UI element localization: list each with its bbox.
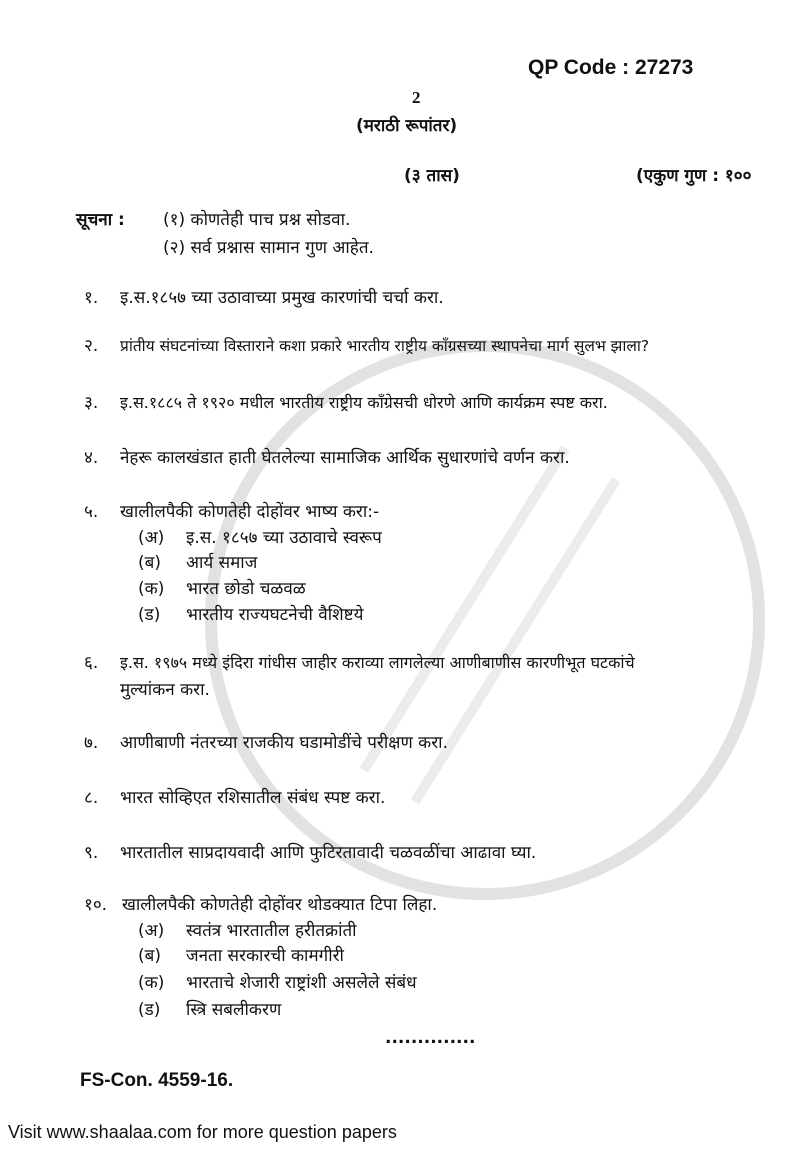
- question-number: ९.: [84, 843, 99, 863]
- question-number: २.: [84, 336, 99, 356]
- question-text-cont: मुल्यांकन करा.: [120, 680, 210, 700]
- sub-label: (ब): [138, 946, 161, 966]
- qp-code: QP Code : 27273: [528, 56, 694, 79]
- question-number: ४.: [84, 448, 99, 468]
- instruction-2: (२) सर्व प्रश्नास सामान गुण आहेत.: [163, 238, 374, 258]
- question-text: खालीलपैकी कोणतेही दोहोंवर भाष्य करा:-: [120, 502, 380, 522]
- question-text: खालीलपैकी कोणतेही दोहोंवर थोडक्यात टिपा लिहा.: [122, 895, 438, 915]
- question-number: ३.: [84, 393, 99, 413]
- question-text: नेहरू कालखंडात हाती घेतलेल्या सामाजिक आर्थिक सुधारणांचे वर्णन करा.: [120, 448, 570, 468]
- question-text: भारत सोव्हिएत रशिसातील संबंध स्पष्ट करा.: [120, 788, 386, 808]
- sub-label: (ड): [138, 1000, 161, 1020]
- sub-text: भारतीय राज्यघटनेची वैशिष्टये: [186, 605, 364, 625]
- duration: (३ तास): [404, 166, 460, 186]
- total-marks: (एकुण गुण : १००: [636, 166, 752, 186]
- visit-footer-link[interactable]: Visit www.shaalaa.com for more question papers: [8, 1122, 397, 1142]
- sub-label: (ड): [138, 605, 161, 625]
- question-number: ६.: [84, 653, 99, 673]
- sub-text: भारत छोडो चळवळ: [186, 579, 306, 599]
- sub-label: (क): [138, 579, 165, 599]
- question-number: ५.: [84, 502, 99, 522]
- page-number: 2: [412, 88, 421, 107]
- sub-label: (अ): [138, 528, 165, 548]
- question-number: १.: [84, 288, 99, 308]
- sub-text: इ.स. १८५७ च्या उठावाचे स्वरूप: [186, 528, 382, 548]
- question-number: ७.: [84, 733, 99, 753]
- sub-label: (क): [138, 973, 165, 993]
- instruction-1: (१) कोणतेही पाच प्रश्न सोडवा.: [163, 210, 351, 230]
- sub-text: भारताचे शेजारी राष्ट्रांशी असलेले संबंध: [186, 973, 417, 993]
- question-text: इ.स.१८५७ च्या उठावाच्या प्रमुख कारणांची चर्चा करा.: [120, 288, 444, 308]
- question-number: १०.: [84, 895, 108, 915]
- sub-label: (अ): [138, 921, 165, 941]
- question-text: आणीबाणी नंतरच्या राजकीय घडामोडींचे परीक्षण करा.: [120, 733, 448, 753]
- question-text: प्रांतीय संघटनांच्या विस्ताराने कशा प्रकारे भारतीय राष्ट्रीय काँग्रसच्या स्थापनेचा मार्ग सुलभ झाला?: [120, 337, 650, 355]
- sub-label: (ब): [138, 553, 161, 573]
- question-text: इ.स. १९७५ मध्ये इंदिरा गांधीस जाहीर कराव्या लागलेल्या आणीबाणीस कारणीभूत घटकांचे: [120, 653, 635, 672]
- sub-text: स्वतंत्र भारतातील हरीतक्रांती: [186, 921, 357, 941]
- question-text: इ.स.१८८५ ते १९२० मधील भारतीय राष्ट्रीय काँग्रेसची धोरणे आणि कार्यक्रम स्पष्ट करा.: [120, 393, 608, 412]
- instructions-label: सूचना :: [76, 210, 125, 230]
- sub-text: स्त्रि सबलीकरण: [186, 1000, 282, 1020]
- fs-con-code: FS-Con. 4559-16.: [80, 1070, 234, 1091]
- question-text: भारतातील साप्रदायवादी आणि फुटिरतावादी चळवळींचा आढावा घ्या.: [120, 843, 537, 863]
- question-number: ८.: [84, 788, 99, 808]
- sub-text: जनता सरकारची कामगीरी: [186, 946, 344, 966]
- sub-text: आर्य समाज: [186, 553, 258, 573]
- translation-note: (मराठी रूपांतर): [356, 116, 458, 136]
- end-marker: ..............: [385, 1028, 476, 1048]
